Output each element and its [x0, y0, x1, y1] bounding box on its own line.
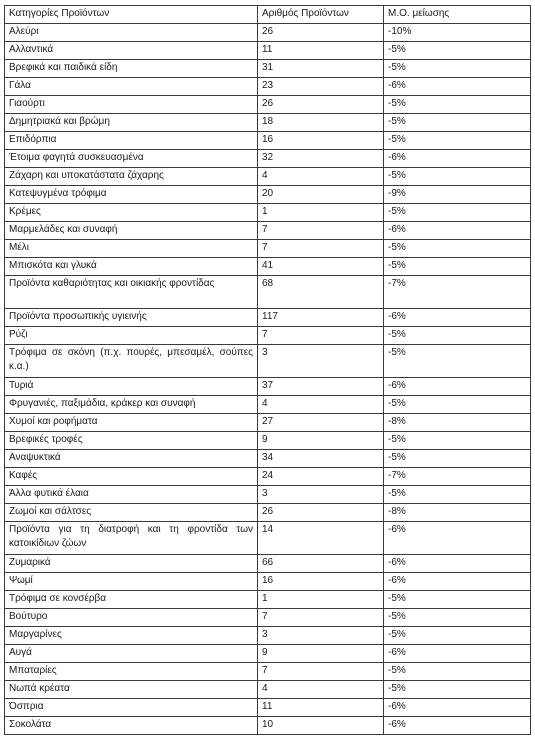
table-row: [5, 504, 531, 522]
cell-category: Ζυμαρικά: [5, 555, 258, 573]
cell-avg-reduction: -6%: [384, 717, 531, 735]
cell-category: Προϊόντα για τη διατροφή και τη φροντίδα των κατοικίδιων ζώων: [5, 522, 258, 555]
cell-count: 9: [258, 645, 384, 663]
table-body: [5, 24, 531, 735]
cell-category: Βούτυρο: [5, 609, 258, 627]
table-row: [5, 258, 531, 276]
cell-category: Γιαούρτι: [5, 96, 258, 114]
cell-count: 11: [258, 699, 384, 717]
cell-count: 9: [258, 432, 384, 450]
cell-count: 11: [258, 42, 384, 60]
cell-count: 41: [258, 258, 384, 276]
header-avg-reduction: Μ.Ο. μείωσης: [384, 6, 531, 24]
cell-avg-reduction: -6%: [384, 699, 531, 717]
header-count: Αριθμός Προϊόντων: [258, 6, 384, 24]
table-row: [5, 204, 531, 222]
cell-avg-reduction: -6%: [384, 309, 531, 327]
cell-count: 7: [258, 609, 384, 627]
cell-avg-reduction: -5%: [384, 681, 531, 699]
table-row: [5, 222, 531, 240]
cell-category: Μαργαρίνες: [5, 627, 258, 645]
cell-avg-reduction: -5%: [384, 486, 531, 504]
cell-count: 117: [258, 309, 384, 327]
cell-count: 34: [258, 450, 384, 468]
cell-category: Τρόφιμα σε σκόνη (π.χ. πουρές, μπεσαμέλ, σούπες κ.α.): [5, 345, 258, 378]
cell-category: Καφές: [5, 468, 258, 486]
cell-avg-reduction: -5%: [384, 168, 531, 186]
table-row: [5, 78, 531, 96]
cell-category: Επιδόρπια: [5, 132, 258, 150]
table-row: [5, 24, 531, 42]
table-row: [5, 522, 531, 555]
cell-count: 1: [258, 204, 384, 222]
cell-avg-reduction: -8%: [384, 414, 531, 432]
cell-avg-reduction: -5%: [384, 114, 531, 132]
table-row: [5, 486, 531, 504]
cell-count: 37: [258, 378, 384, 396]
cell-avg-reduction: -7%: [384, 276, 531, 309]
cell-category: Τυριά: [5, 378, 258, 396]
cell-count: 66: [258, 555, 384, 573]
cell-category: Γάλα: [5, 78, 258, 96]
table-row: [5, 396, 531, 414]
cell-category: Τρόφιμα σε κονσέρβα: [5, 591, 258, 609]
cell-count: 24: [258, 468, 384, 486]
product-reduction-table: [4, 5, 531, 735]
cell-count: 1: [258, 591, 384, 609]
cell-avg-reduction: -6%: [384, 645, 531, 663]
table-row: [5, 591, 531, 609]
cell-avg-reduction: -5%: [384, 627, 531, 645]
cell-avg-reduction: -5%: [384, 345, 531, 378]
table-row: [5, 345, 531, 378]
cell-avg-reduction: -5%: [384, 258, 531, 276]
cell-avg-reduction: -5%: [384, 327, 531, 345]
table-row: [5, 663, 531, 681]
cell-avg-reduction: -7%: [384, 468, 531, 486]
cell-category: Μπαταρίες: [5, 663, 258, 681]
cell-count: 18: [258, 114, 384, 132]
table-row: [5, 276, 531, 309]
cell-category: Αυγά: [5, 645, 258, 663]
cell-count: 23: [258, 78, 384, 96]
cell-category: Σοκολάτα: [5, 717, 258, 735]
cell-category: Βρεφικές τροφές: [5, 432, 258, 450]
cell-category: Δημητριακά και βρώμη: [5, 114, 258, 132]
table-row: [5, 60, 531, 78]
cell-avg-reduction: -5%: [384, 60, 531, 78]
cell-category: Μπισκότα και γλυκά: [5, 258, 258, 276]
cell-category: Μέλι: [5, 240, 258, 258]
cell-category: Προϊόντα καθαριότητας και οικιακής φροντίδας: [5, 276, 258, 309]
cell-avg-reduction: -8%: [384, 504, 531, 522]
cell-avg-reduction: -5%: [384, 609, 531, 627]
table-row: [5, 378, 531, 396]
cell-avg-reduction: -6%: [384, 78, 531, 96]
table-row: [5, 645, 531, 663]
cell-category: Ψωμί: [5, 573, 258, 591]
table-row: [5, 186, 531, 204]
cell-category: Φρυγανιές, παξιμάδια, κράκερ και συναφή: [5, 396, 258, 414]
cell-avg-reduction: -5%: [384, 663, 531, 681]
cell-count: 26: [258, 504, 384, 522]
table-row: [5, 450, 531, 468]
cell-avg-reduction: -5%: [384, 204, 531, 222]
cell-category: Ρύζι: [5, 327, 258, 345]
cell-category: Ζάχαρη και υποκατάστατα ζάχαρης: [5, 168, 258, 186]
cell-avg-reduction: -9%: [384, 186, 531, 204]
cell-count: 10: [258, 717, 384, 735]
table-row: [5, 432, 531, 450]
table-row: [5, 717, 531, 735]
table-row: [5, 309, 531, 327]
table-row: [5, 327, 531, 345]
cell-avg-reduction: -6%: [384, 150, 531, 168]
cell-count: 31: [258, 60, 384, 78]
cell-avg-reduction: -5%: [384, 450, 531, 468]
cell-avg-reduction: -5%: [384, 96, 531, 114]
cell-avg-reduction: -5%: [384, 591, 531, 609]
cell-avg-reduction: -6%: [384, 378, 531, 396]
cell-category: Κατεψυγμένα τρόφιμα: [5, 186, 258, 204]
table-row: [5, 168, 531, 186]
cell-avg-reduction: -5%: [384, 432, 531, 450]
cell-avg-reduction: -6%: [384, 522, 531, 555]
cell-category: Αλλαντικά: [5, 42, 258, 60]
table-row: [5, 96, 531, 114]
cell-avg-reduction: -6%: [384, 555, 531, 573]
table-row: [5, 609, 531, 627]
table-row: [5, 114, 531, 132]
cell-count: 4: [258, 681, 384, 699]
cell-count: 26: [258, 24, 384, 42]
table-row: [5, 699, 531, 717]
cell-avg-reduction: -5%: [384, 132, 531, 150]
cell-avg-reduction: -6%: [384, 573, 531, 591]
cell-avg-reduction: -5%: [384, 240, 531, 258]
cell-count: 20: [258, 186, 384, 204]
cell-category: Αλεύρι: [5, 24, 258, 42]
cell-count: 26: [258, 96, 384, 114]
table-row: [5, 555, 531, 573]
table-row: [5, 468, 531, 486]
cell-category: Βρεφικά και παιδικά είδη: [5, 60, 258, 78]
cell-category: Ζωμοί και σάλτσες: [5, 504, 258, 522]
cell-count: 3: [258, 345, 384, 378]
cell-count: 32: [258, 150, 384, 168]
cell-category: Κρέμες: [5, 204, 258, 222]
header-category: Κατηγορίες Προϊόντων: [5, 6, 258, 24]
cell-avg-reduction: -5%: [384, 396, 531, 414]
cell-count: 7: [258, 327, 384, 345]
table-row: [5, 42, 531, 60]
table-row: [5, 627, 531, 645]
cell-count: 14: [258, 522, 384, 555]
table-row: [5, 240, 531, 258]
cell-count: 27: [258, 414, 384, 432]
cell-category: Χυμοί και ροφήματα: [5, 414, 258, 432]
cell-count: 3: [258, 486, 384, 504]
cell-count: 3: [258, 627, 384, 645]
cell-avg-reduction: -5%: [384, 42, 531, 60]
cell-category: Νωπά κρέατα: [5, 681, 258, 699]
cell-avg-reduction: -6%: [384, 222, 531, 240]
cell-category: Άλλα φυτικά έλαια: [5, 486, 258, 504]
table-row: [5, 132, 531, 150]
cell-category: Έτοιμα φαγητά συσκευασμένα: [5, 150, 258, 168]
cell-count: 16: [258, 132, 384, 150]
cell-count: 7: [258, 222, 384, 240]
cell-category: Όσπρια: [5, 699, 258, 717]
cell-count: 7: [258, 240, 384, 258]
table-row: [5, 681, 531, 699]
cell-category: Αναψυκτικά: [5, 450, 258, 468]
cell-count: 4: [258, 396, 384, 414]
table-row: [5, 150, 531, 168]
table-row: [5, 573, 531, 591]
table-header-row: [5, 6, 531, 24]
cell-avg-reduction: -10%: [384, 24, 531, 42]
cell-count: 16: [258, 573, 384, 591]
cell-count: 68: [258, 276, 384, 309]
cell-category: Μαρμελάδες και συναφή: [5, 222, 258, 240]
cell-count: 7: [258, 663, 384, 681]
table-row: [5, 414, 531, 432]
cell-count: 4: [258, 168, 384, 186]
cell-category: Προϊόντα προσωπικής υγιεινής: [5, 309, 258, 327]
